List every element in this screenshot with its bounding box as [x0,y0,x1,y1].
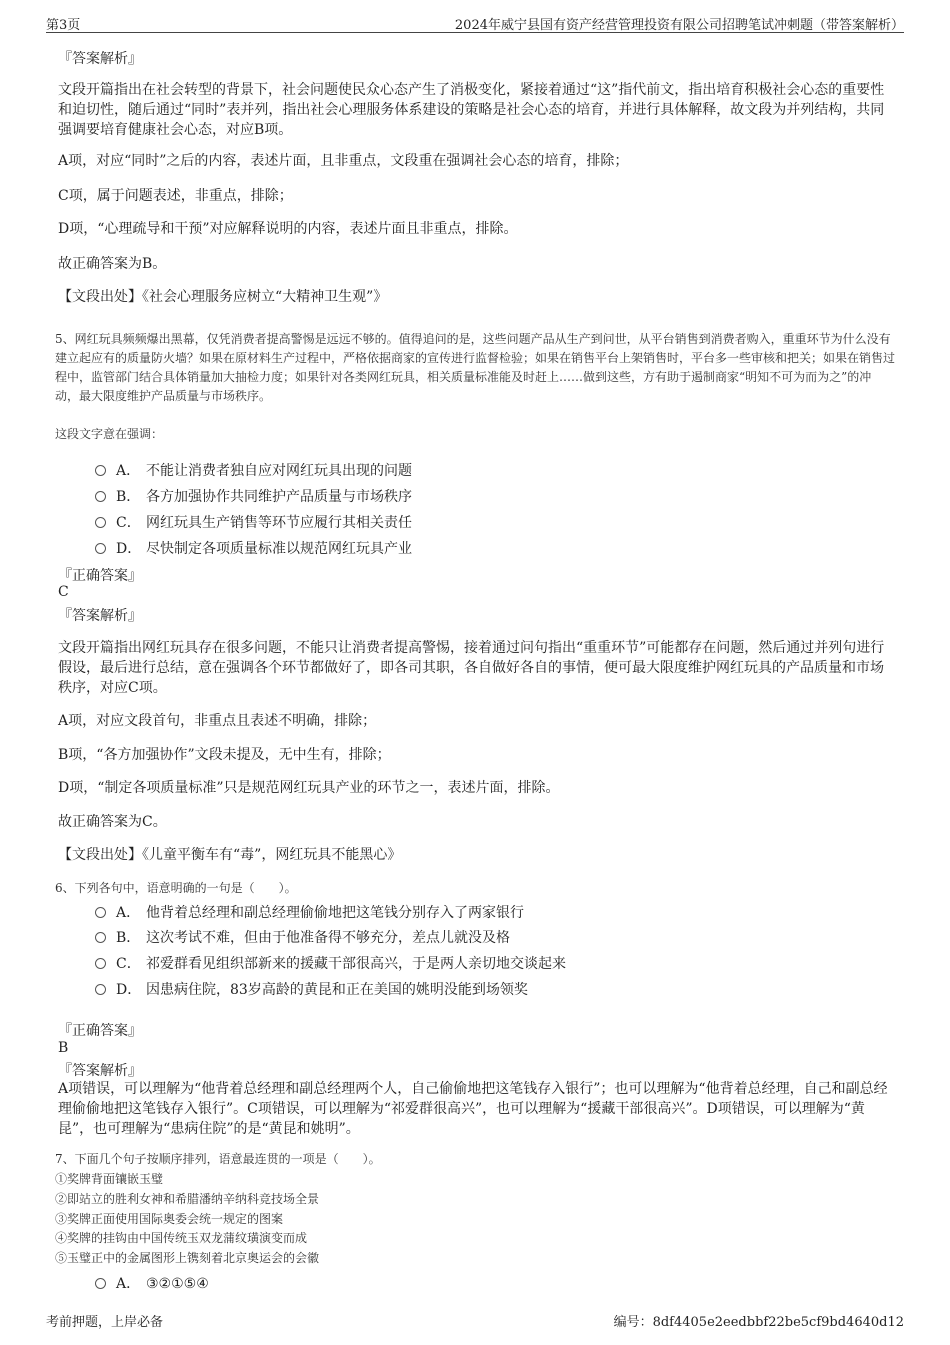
analysis-option-d: D项，“心理疏导和干预”对应解释说明的内容，表述片面且非重点，排除。 [58,221,518,237]
question-7-item: ①奖牌背面镶嵌玉璧 [55,1172,164,1186]
document-serial: 编号：8df4405e2eedbbf22be5cf9bd4640d12 [613,1315,904,1330]
radio-button[interactable] [95,491,106,502]
source-citation: 【文段出处】《儿童平衡车有“毒”，网红玩具不能黑心》 [58,847,402,863]
question-5-stem: 5、网红玩具频频爆出黑幕，仅凭消费者提高警惕是远远不够的。值得追问的是，这些问题产品从生产到问世，从平台销售到消费者购入，重重环节为什么没有建立起应有的质量防火墙？如果在原材料生产过程中，严格依据商家的宣传进行监督检验；如果在销售平台上架销售时，平台多一些审核和把关；如果在销售过程中，监管部门结合具体销量加大抽检力度；如果针对各类网红玩具，相关质量标准能及时赶上……做到这些，方有助于遏制商家“明知不可为而为之”的冲动，最大限度维护产品质量与市场秩序。 [55,332,896,403]
option-text: 因患病住院，83岁高龄的黄昆和正在美国的姚明没能到场领奖 [146,982,528,998]
question-5-option-d[interactable] [95,538,412,558]
question-7-item: ④奖牌的挂钩由中国传统玉双龙蒲纹璜演变而成 [55,1231,308,1245]
analysis-text: 文段开篇指出网红玩具存在很多问题，不能只让消费者提高警惕，接着通过问句指出“重重环节”可能都存在问题，然后通过并列句进行假设，最后进行总结，意在强调各个环节都做好了，即各司其职，各自做好各自的事情，便可最大限度维护网红玩具的产品质量和市场秩序，对应C项。 [58,640,885,696]
question-7-stem: 7、下面几个句子按顺序排列，语意最连贯的一项是（ ）。 [55,1152,381,1166]
option-text: ③②①⑤④ [146,1276,209,1292]
radio-button[interactable] [95,932,106,943]
radio-button[interactable] [95,958,106,969]
option-letter: D． [116,541,142,557]
analysis-option-b: B项，“各方加强协作”文段未提及，无中生有，排除； [58,747,391,763]
option-letter: D． [116,982,142,998]
correct-answer-value: C [58,584,69,600]
analysis-option-c: C项，属于问题表述，非重点，排除； [58,188,293,204]
question-6-option-c[interactable] [95,953,566,973]
option-letter: A． [116,905,141,921]
question-6-option-b[interactable] [95,927,510,947]
option-text: 祁爱群看见组织部新来的援藏干部很高兴，于是两人亲切地交谈起来 [146,956,566,972]
option-letter: B． [116,489,141,505]
option-letter: B． [116,930,141,946]
question-6-stem: 6、下列各句中，语意明确的一句是（ ）。 [55,881,297,895]
option-letter: A． [116,1276,141,1292]
page-header [46,10,904,33]
analysis-option-a: A项，对应文段首句，非重点且表述不明确，排除； [58,713,377,729]
radio-button[interactable] [95,465,106,476]
option-text: 网红玩具生产销售等环节应履行其相关责任 [146,515,412,531]
option-text: 这次考试不难，但由于他准备得不够充分，差点儿就没及格 [146,930,510,946]
option-text: 各方加强协作共同维护产品质量与市场秩序 [146,489,412,505]
question-5-prompt: 这段文字意在强调： [55,427,164,441]
option-letter: C． [116,956,141,972]
correct-answer-label: 『正确答案』 [58,568,142,584]
analysis-label: 『答案解析』 [58,608,142,624]
analysis-text: A项错误，可以理解为“他背着总经理和副总经理两个人，自己偷偷地把这笔钱存入银行”；也可以理解为“他背着总经理，自己和副总经理偷偷地把这笔钱存入银行”。C项错误，可以理解为“祁爱群很高兴”，也可以理解为“援藏干部很高兴”。D项错误，可以理解为“黄昆”，也可理解为“患病住院”的是“黄昆和姚明”。 [58,1081,888,1137]
analysis-label: 『答案解析』 [58,1063,142,1079]
correct-answer-statement: 故正确答案为C。 [58,814,167,830]
question-7-item: ③奖牌正面使用国际奥委会统一规定的图案 [55,1212,284,1226]
source-citation: 【文段出处】《社会心理服务应树立“大精神卫生观”》 [58,289,388,305]
question-5-option-c[interactable] [95,512,412,532]
page-footer [46,1311,904,1331]
option-letter: C． [116,515,141,531]
analysis-option-d: D项，“制定各项质量标准”只是规范网红玩具产业的环节之一，表述片面，排除。 [58,780,560,796]
analysis-label: 『答案解析』 [58,51,142,67]
correct-answer-value: B [58,1040,69,1056]
footer-slogan: 考前押题，上岸必备 [46,1315,164,1330]
option-text: 尽快制定各项质量标准以规范网红玩具产业 [146,541,412,557]
analysis-option-a: A项，对应“同时”之后的内容，表述片面，且非重点，文段重在强调社会心态的培育，排除； [58,153,629,169]
radio-button[interactable] [95,543,106,554]
radio-button[interactable] [95,907,106,918]
question-5-option-b[interactable] [95,486,412,506]
radio-button[interactable] [95,517,106,528]
option-text: 他背着总经理和副总经理偷偷地把这笔钱分别存入了两家银行 [146,905,524,921]
radio-button[interactable] [95,984,106,995]
document-title: 2024年威宁县国有资产经营管理投资有限公司招聘笔试冲刺题（带答案解析） [454,18,904,33]
question-7-item: ⑤玉璧正中的金属图形上镌刻着北京奥运会的会徽 [55,1251,320,1265]
correct-answer-statement: 故正确答案为B。 [58,256,167,272]
radio-button[interactable] [95,1278,106,1289]
question-6-option-a[interactable] [95,902,524,922]
analysis-text: 文段开篇指出在社会转型的背景下，社会问题使民众心态产生了消极变化，紧接着通过“这”指代前文，指出培育积极社会心态的重要性和迫切性，随后通过“同时”表并列，指出社会心理服务体系建设的策略是社会心态的培育，并进行具体解释，故文段为并列结构，共同强调要培育健康社会心态，对应B项。 [58,82,885,138]
question-7-option-a[interactable] [95,1273,209,1293]
page-number: 第3页 [46,18,81,33]
question-7-item: ②即站立的胜利女神和希腊潘纳辛纳科竞技场全景 [55,1192,320,1206]
option-letter: A． [116,463,141,479]
correct-answer-label: 『正确答案』 [58,1023,142,1039]
option-text: 不能让消费者独自应对网红玩具出现的问题 [146,463,412,479]
question-6-option-d[interactable] [95,979,528,999]
question-5-option-a[interactable] [95,460,412,480]
